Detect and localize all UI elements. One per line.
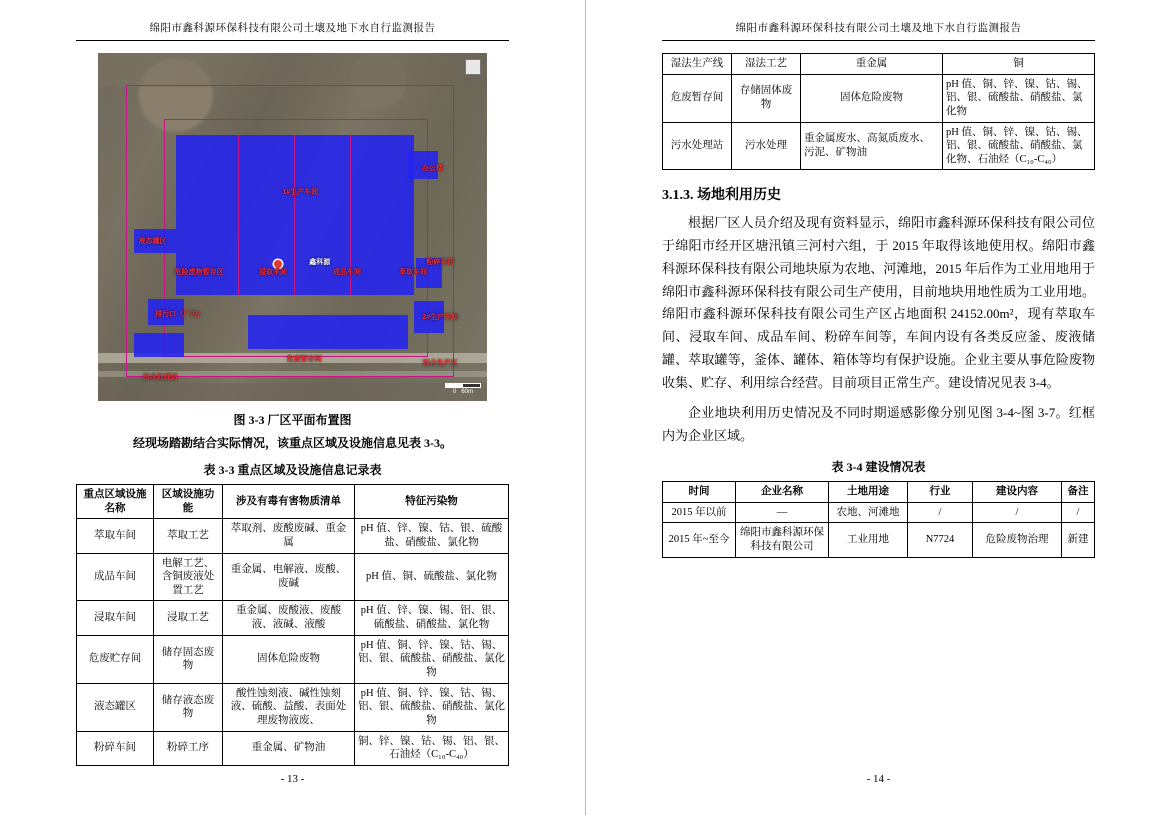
cell-t1c1: 存储固体废物 (732, 74, 801, 122)
cell-r2c0: 浸取车间 (77, 601, 154, 635)
table-3-3-caption: 表 3-3 重点区域及设施信息记录表 (203, 463, 382, 477)
th-time: 时间 (663, 481, 736, 502)
map-label-0: 1#生产车间 (282, 189, 319, 197)
table-row (77, 601, 509, 635)
cell-r1c3: pH 值、铜、硫酸盐、氯化物 (355, 553, 509, 601)
cell-s0c0: 2015 年以前 (663, 502, 736, 523)
cell-s0c4: / (973, 502, 1062, 523)
cell-t1c3: pH 值、铜、锌、镍、钴、锡、铝、银、硫酸盐、硝酸盐、氯化物 (943, 74, 1095, 122)
page-number-right: - 14 - (866, 773, 891, 785)
cell-r5c3: 铜、锌、镍、钴、锡、铝、银、石油烃（C₁₀-C₄₀） (355, 731, 509, 765)
cell-s0c5: / (1062, 502, 1095, 523)
paragraph-2: 企业地块利用历史情况及不同时期遥感影像分别见图 3-4~图 3-7。红框内为企业区域。 (662, 405, 1095, 444)
cell-s1c3: N7724 (908, 523, 973, 557)
cell-r0c3: pH 值、锌、镍、钴、银、硫酸盐、硝酸盐、氯化物 (355, 519, 509, 553)
cell-t1c0: 危废暂存间 (663, 74, 732, 122)
cell-s0c3: / (908, 502, 973, 523)
map-label-10: 排污口（厂内） (155, 311, 205, 318)
map-label-8: 粉碎车间 (426, 258, 455, 266)
figure-note: 经现场踏勘结合实际情况，该重点区域及设施信息见表 3-3。 (133, 436, 452, 450)
cell-s0c2: 农地、河滩地 (829, 502, 908, 523)
table-header-row (77, 485, 509, 519)
table-3-4-caption: 表 3-4 建设情况表 (831, 459, 926, 474)
cell-r2c1: 浸取工艺 (154, 601, 223, 635)
partition-1 (238, 135, 239, 295)
cell-t0c1: 湿法工艺 (732, 54, 801, 75)
map-label-1: 办公楼 (422, 164, 444, 172)
map-label-11: 危废暂存间 (286, 356, 322, 364)
cell-r3c2: 固体危险废物 (223, 635, 355, 683)
cell-t1c2: 固体危险废物 (801, 74, 943, 122)
table-row (77, 553, 509, 601)
table-row (77, 683, 509, 731)
terrain-band-bottom (98, 383, 487, 401)
cell-t2c3: pH 值、铜、锌、镍、钴、锡、铝、银、硫酸盐、硝酸盐、氯化物、石油烃（C₁₀-C₄₀） (943, 122, 1095, 170)
cell-t2c0: 污水处理站 (663, 122, 732, 170)
th-content: 建设内容 (973, 481, 1062, 502)
building-hazardous-storage (248, 315, 408, 349)
page-number-left: - 13 - (280, 773, 305, 785)
table-3-4 (662, 481, 1095, 558)
th-remark: 备注 (1062, 481, 1095, 502)
table-row (663, 122, 1095, 170)
th-industry: 行业 (908, 481, 973, 502)
map-label-2: 危险废物暂存区 (174, 269, 224, 277)
th-company: 企业名称 (736, 481, 829, 502)
cell-s0c1: — (736, 502, 829, 523)
cell-r2c2: 重金属、废酸液、废酸液、液碱、液酸 (223, 601, 355, 635)
cell-s1c4: 危险废物治理 (973, 523, 1062, 557)
header-rule-left (76, 40, 509, 41)
figure-caption: 图 3-3 厂区平面布置图 (233, 413, 352, 427)
th-pollutants: 特征污染物 (355, 485, 509, 519)
table-continued (662, 53, 1095, 170)
cell-r4c1: 储存液态废物 (154, 683, 223, 731)
cell-s1c2: 工业用地 (829, 523, 908, 557)
table-row (77, 519, 509, 553)
table-header-row (663, 481, 1095, 502)
table-3-3 (76, 484, 509, 766)
cell-r4c3: pH 值、铜、锌、镍、钴、锡、铝、银、硫酸盐、硝酸盐、氯化物 (355, 683, 509, 731)
cell-r1c1: 电解工艺、含铜废液处置工艺 (154, 553, 223, 601)
cell-r3c1: 储存固态废物 (154, 635, 223, 683)
cell-r0c1: 萃取工艺 (154, 519, 223, 553)
page-header-right: 绵阳市鑫科源环保科技有限公司土壤及地下水自行监测报告 (735, 23, 1022, 34)
cell-s1c0: 2015 年~至今 (663, 523, 736, 557)
paragraph-1: 根据厂区人员介绍及现有资料显示，绵阳市鑫科源环保科技有限公司位于绵阳市经开区塘汛镇三河村六组，于 2015 年取得该地使用权。绵阳市鑫科源环保科技有限公司地块原为农地、河滩地，2015 年后作为工业用地用于绵阳市鑫科源环保科技有限公司生产使用，目前地块用地性质为工业用地。绵阳市鑫科源环保科技有限公司生产区占地面积 24152.00m²，现有萃取车间、浸取车间、成品车间、粉碎车间等，车间内设有各类反应釜、废液储罐、萃取罐等，釜体、罐体、箱体等均有保护设施。企业主要从事危险废物收集、贮存、利用综合经营。目前项目正常生产。建设情况见表 3-4。 (662, 215, 1095, 390)
map-label-7: 液态罐区 (138, 237, 167, 245)
cell-r3c3: pH 值、铜、锌、镍、钴、锡、铝、银、硫酸盐、硝酸盐、氯化物 (355, 635, 509, 683)
map-label-13: 污水处理站 (142, 373, 178, 381)
map-label-6: 鑫科源 (309, 258, 331, 266)
site-layout-satellite-image (98, 53, 487, 401)
section-heading-3-1-3: 3.1.3. 场地利用历史 (662, 188, 781, 204)
cell-r3c0: 危废贮存间 (77, 635, 154, 683)
map-label-3: 浸取车间 (259, 269, 288, 277)
cell-r0c2: 萃取剂、废酸废碱、重金属 (223, 519, 355, 553)
table-row (663, 523, 1095, 557)
terrain-band-top (98, 53, 487, 87)
scale-bar: 0 60m (445, 383, 481, 395)
cell-r0c0: 萃取车间 (77, 519, 154, 553)
cell-r5c1: 粉碎工序 (154, 731, 223, 765)
th-area-function: 区域设施功能 (154, 485, 223, 519)
cell-t2c1: 污水处理 (732, 122, 801, 170)
cell-r1c0: 成品车间 (77, 553, 154, 601)
cell-t0c2: 重金属 (801, 54, 943, 75)
map-label-5: 萃取车间 (399, 269, 428, 277)
table-row (77, 635, 509, 683)
cell-s1c1: 绵阳市鑫科源环保科技有限公司 (736, 523, 829, 557)
th-land-use: 土地用途 (829, 481, 908, 502)
cell-r2c3: pH 值、锌、镍、锡、铝、银、硫酸盐、硝酸盐、氯化物 (355, 601, 509, 635)
page-left (0, 0, 585, 815)
th-area-name: 重点区域设施名称 (77, 485, 154, 519)
cell-t2c2: 重金属废水、高氮质废水、污泥、矿物油 (801, 122, 943, 170)
cell-t0c0: 湿法生产线 (663, 54, 732, 75)
compass-icon (465, 59, 481, 75)
map-label-9: 2#生产车间 (422, 314, 459, 322)
cell-t0c3: 铜 (943, 54, 1095, 75)
page-right (586, 0, 1171, 815)
cell-s1c5: 新建 (1062, 523, 1095, 557)
header-rule-right (662, 40, 1095, 41)
building-wastewater-station (134, 333, 184, 357)
cell-r4c0: 液态罐区 (77, 683, 154, 731)
table-row (663, 54, 1095, 75)
th-substances: 涉及有毒有害物质清单 (223, 485, 355, 519)
table-row (77, 731, 509, 765)
map-label-12: 综合生产区 (422, 359, 458, 367)
cell-r4c2: 酸性蚀刻液、碱性蚀刻液、硫酸、益酸、表面处理废物液废、 (223, 683, 355, 731)
map-label-4: 成品车间 (332, 269, 361, 277)
page-header-left: 绵阳市鑫科源环保科技有限公司土壤及地下水自行监测报告 (149, 23, 436, 34)
cell-r1c2: 重金属、电解液、废酸、废碱 (223, 553, 355, 601)
cell-r5c2: 重金属、矿物油 (223, 731, 355, 765)
table-row (663, 502, 1095, 523)
cell-r5c0: 粉碎车间 (77, 731, 154, 765)
table-row (663, 74, 1095, 122)
partition-2 (294, 135, 295, 295)
